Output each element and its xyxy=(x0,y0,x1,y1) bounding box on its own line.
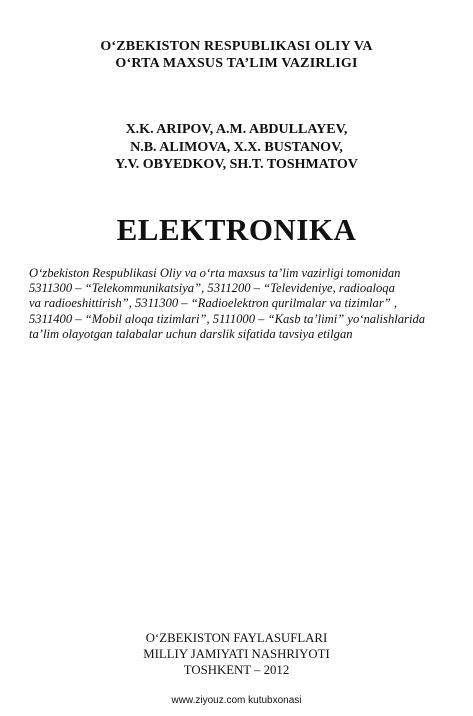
description-line-3: va radioeshittirish”, 5311300 – “Radioelektron qurilmalar va tizimlar” , xyxy=(29,296,398,311)
footer-watermark: www.ziyouz.com kutubxonasi xyxy=(171,695,302,706)
description-line-2: 5311300 – “Telekommunikatsiya”, 5311200 – “Televideniye, radioaloqa xyxy=(29,281,395,296)
ministry-line-2: O‘RTA MAXSUS TA’LIM VAZIRLIGI xyxy=(115,56,358,71)
description-line-4: 5311400 – “Mobil aloqa tizimlari”, 5111000 – “Kasb ta’limi” yo‘nalishlarida xyxy=(29,311,426,326)
publisher-line-1: O‘ZBEKISTON FAYLASUFLARI xyxy=(145,631,328,645)
approval-description xyxy=(29,266,457,342)
publisher-line-3: TOSHKENT – 2012 xyxy=(183,663,290,677)
ministry-heading xyxy=(0,38,473,72)
publisher-line-2: MILLIY JAMIYATI NASHRIYOTI xyxy=(143,647,330,661)
description-line-1: O‘zbekiston Respublikasi Oliy va o‘rta maxsus ta’lim vazirligi tomonidan xyxy=(29,266,401,280)
authors-block xyxy=(0,121,473,174)
ministry-line-1: O‘ZBEKISTON RESPUBLIKASI OLIY VA xyxy=(100,39,373,54)
authors-line-2: N.B. ALIMOVA, X.X. BUSTANOV, xyxy=(130,139,343,155)
publisher-block xyxy=(0,630,473,678)
book-title: ELEKTRONIKA xyxy=(116,212,357,247)
description-line-5: ta’lim olayotgan talabalar uchun darslik sifatida tavsiya etilgan xyxy=(29,326,353,341)
authors-line-1: X.K. ARIPOV, A.M. ABDULLAYEV, xyxy=(125,122,348,137)
authors-line-3: Y.V. OBYEDKOV, SH.T. TOSHMATOV xyxy=(115,157,358,172)
